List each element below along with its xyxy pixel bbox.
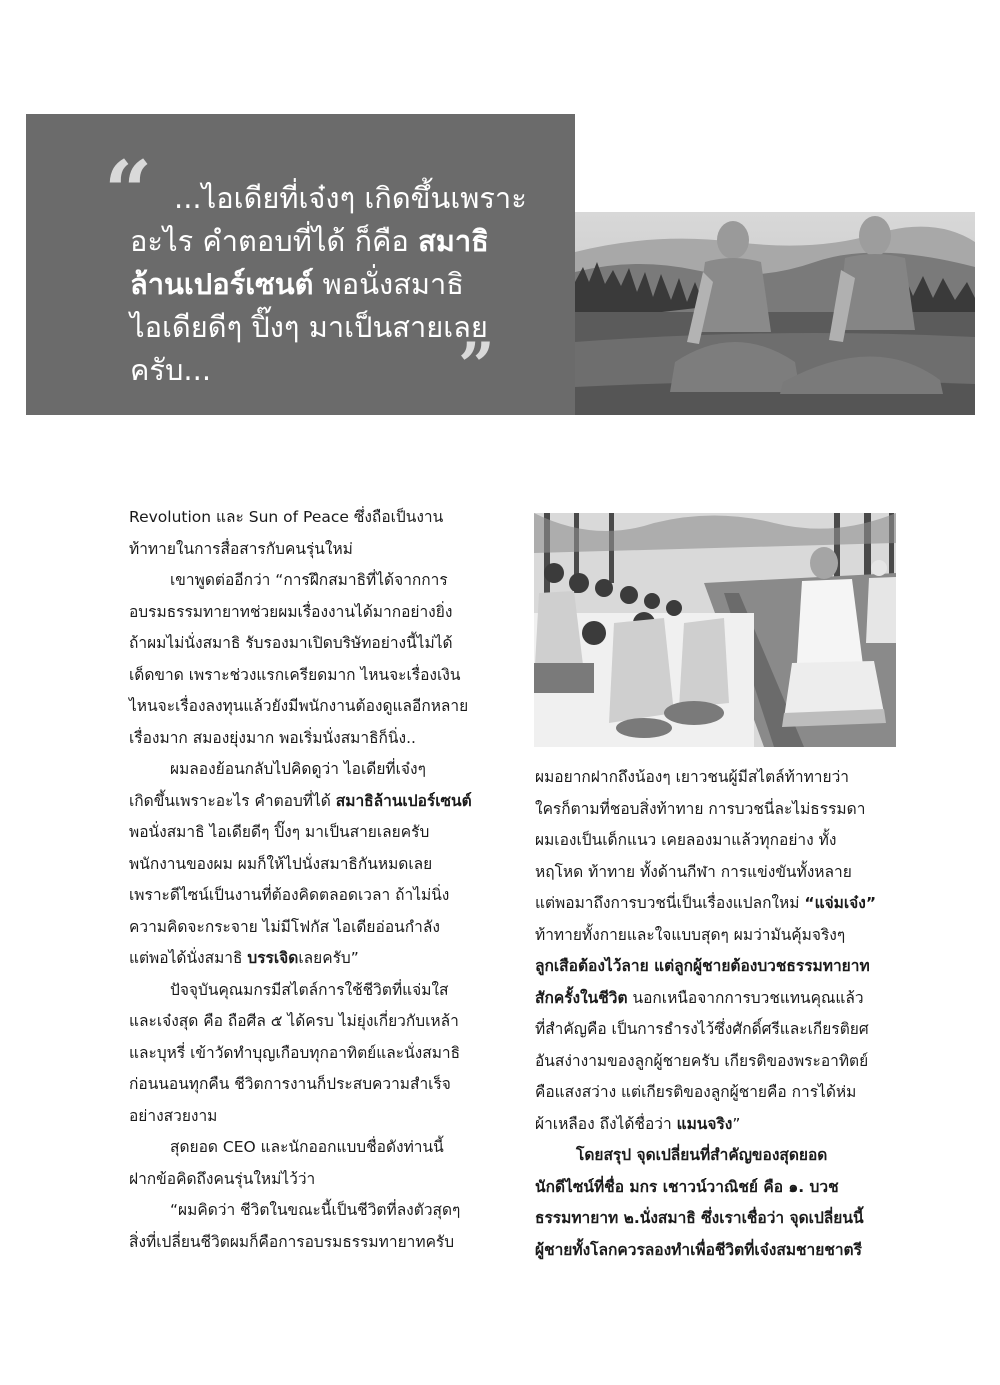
text-line xyxy=(535,857,897,889)
text-line xyxy=(129,628,499,660)
text-run: เกิดขึ้นเพราะอะไร คำตอบที่ได้ xyxy=(129,791,336,810)
text-run: คือแสงสว่าง แต่เกียรติของลูกผู้ชายคือ การได้ห่ม xyxy=(535,1083,857,1101)
text-line xyxy=(535,1235,897,1267)
text-line xyxy=(129,565,499,597)
bold-text: ธรรมทายาท ๒.นั่งสมาธิ ซึ่งเราเชื่อว่า จุดเปลี่ยนนี้ xyxy=(535,1209,864,1227)
text-line xyxy=(535,1046,897,1078)
text-line xyxy=(535,825,897,857)
text-run: และเจ๋งสุด คือ ถือศีล ๕ ได้ครบ ไม่ยุ่งเกี่ยวกับเหล้า xyxy=(129,1012,459,1030)
text-run: เลยครับ” xyxy=(298,949,359,967)
text-run: เขาพูดต่ออีกว่า “การฝึกสมาธิที่ได้จากการ xyxy=(170,571,448,589)
pull-quote-text xyxy=(130,177,527,392)
text-line xyxy=(129,912,499,944)
pull-quote-line: ไอเดียดีๆ ปิ๊งๆ มาเป็นสายเลย xyxy=(130,310,488,344)
photo-monks-meditating-icon xyxy=(575,212,975,415)
text-line xyxy=(129,502,499,534)
right-text-column xyxy=(535,762,897,1266)
text-run: ใครก็ตามที่ชอบสิ่งท้าทาย การบวชนี่ละไม่ธรรมดา xyxy=(535,799,866,818)
text-line xyxy=(129,1038,499,1070)
text-run: แต่พอมาถึงการบวชนี่เป็นเรื่องแปลกใหม่ xyxy=(535,894,805,912)
bold-text: โดยสรุป จุดเปลี่ยนที่สำคัญของสุดยอด xyxy=(576,1146,828,1164)
text-run: ผ้าเหลือง ถึงได้ชื่อว่า xyxy=(535,1114,677,1133)
text-run: สุดยอด CEO และนักออกแบบชื่อดังท่านนี้ xyxy=(170,1138,444,1156)
text-line xyxy=(129,691,499,723)
close-quote-mark: ” xyxy=(458,329,495,404)
text-run: และบุหรี่ เข้าวัดทำบุญเกือบทุกอาทิตย์และนั่งสมาธิ xyxy=(129,1043,461,1062)
text-run: เด็ดขาด เพราะช่วงแรกเครียดมาก ไหนจะเรื่องเงิน xyxy=(129,665,461,684)
text-run: นอกเหนือจากการบวชแทนคุณแล้ว xyxy=(627,988,864,1007)
text-run: ไหนจะเรื่องลงทุนแล้วยังมีพนักงานต้องดูแลอีกหลาย xyxy=(129,697,469,715)
text-line xyxy=(129,786,499,818)
text-line xyxy=(129,1006,499,1038)
text-line xyxy=(535,1140,897,1172)
text-line xyxy=(535,1203,897,1235)
photo-alms-offering-ceremony-icon xyxy=(534,513,896,747)
text-line xyxy=(129,1195,499,1227)
text-run: ” xyxy=(732,1114,741,1133)
bold-text: สมาธิล้านเปอร์เซนต์ xyxy=(335,791,472,810)
text-run: ผมเองเป็นเด็กแนว เคยลองมาแล้วทุกอย่าง ทั้ง xyxy=(535,831,837,849)
bold-text: สักครั้งในชีวิต xyxy=(535,988,628,1007)
text-run: ปัจจุบันคุณมกรมีสไตล์การใช้ชีวิตที่แจ่มใส xyxy=(170,980,449,999)
text-line xyxy=(129,1101,499,1133)
text-line xyxy=(129,880,499,912)
text-run: ที่สำคัญคือ เป็นการธำรงไว้ซึ่งศักดิ์ศรีและเกียรติยศ xyxy=(535,1020,869,1038)
paragraph xyxy=(535,762,897,1140)
text-run: ผมอยากฝากถึงน้องๆ เยาวชนผู้มีสไตล์ท้าทายว่า xyxy=(535,768,849,786)
text-run: ท้าทายทั้งกายและใจแบบสุดๆ ผมว่ามันคุ้มจริงๆ xyxy=(535,925,846,944)
pull-quote-line: ครับ... xyxy=(130,353,212,387)
text-line xyxy=(535,888,897,920)
bold-text: ผู้ชายทั้งโลกควรลองทำเพื่อชีวิตที่เจ๋งสมชายชาตรี xyxy=(535,1240,862,1259)
text-line xyxy=(129,754,499,786)
text-run: ผมลองย้อนกลับไปคิดดูว่า ไอเดียที่เจ๋งๆ xyxy=(170,760,426,778)
pull-quote-line: ...ไอเดียที่เจ๋งๆ เกิดขึ้นเพราะ xyxy=(174,181,527,215)
text-run: เรื่องมาก สมองยุ่งมาก พอเริ่มนั่งสมาธิก็นิ่ง.. xyxy=(129,728,416,747)
text-line xyxy=(535,794,897,826)
paragraph xyxy=(129,1132,499,1195)
text-line xyxy=(129,1227,499,1259)
bold-text: บรรเจิด xyxy=(247,949,299,967)
text-line xyxy=(129,1069,499,1101)
text-line xyxy=(129,534,499,566)
pull-quote-line: ล้านเปอร์เซนต์ พอนั่งสมาธิ xyxy=(130,267,464,301)
text-run: พอนั่งสมาธิ ไอเดียดีๆ ปิ๊งๆ มาเป็นสายเลยครับ xyxy=(129,823,430,841)
text-line xyxy=(535,920,897,952)
bold-text: แมนจริง xyxy=(676,1114,733,1133)
paragraph xyxy=(535,1140,897,1266)
text-line xyxy=(535,983,897,1015)
bold-text: “แจ่มเจ๋ง” xyxy=(804,894,877,912)
paragraph xyxy=(129,502,499,565)
paragraph xyxy=(129,1195,499,1258)
text-run: หฤโหด ท้าทาย ทั้งด้านกีฬา การแข่งขันทั้งหลาย xyxy=(535,862,852,881)
text-run: อบรมธรรมทายาทช่วยผมเรื่องงานได้มากอย่างยิ่ง xyxy=(129,602,453,621)
text-run: ความคิดจะกระจาย ไม่มีโฟกัส ไอเดียอ่อนกำลัง xyxy=(129,917,440,936)
bold-text: ลูกเสือต้องไว้ลาย แต่ลูกผู้ชายต้องบวชธรรมทายาท xyxy=(535,957,870,975)
text-run: ท้าทายในการสื่อสารกับคนรุ่นใหม่ xyxy=(129,539,353,558)
open-quote-mark: “ xyxy=(104,142,153,241)
text-run: แต่พอได้นั่งสมาธิ xyxy=(129,949,248,967)
text-line xyxy=(535,1077,897,1109)
text-line xyxy=(129,817,499,849)
text-run: ก่อนนอนทุกคืน ชีวิตการงานก็ประสบความสำเร็จ xyxy=(129,1075,451,1093)
text-line xyxy=(129,723,499,755)
text-run: “ผมคิดว่า ชีวิตในขณะนี้เป็นชีวิตที่ลงตัวสุดๆ xyxy=(170,1201,461,1219)
text-line xyxy=(535,1109,897,1141)
left-text-column xyxy=(129,502,499,1258)
text-line xyxy=(129,849,499,881)
text-line xyxy=(129,1164,499,1196)
paragraph xyxy=(129,975,499,1133)
paragraph xyxy=(129,754,499,975)
pull-quote-line: อะไร คำตอบที่ได้ ก็คือ สมาธิ xyxy=(130,224,489,258)
text-run: เพราะดีไซน์เป็นงานที่ต้องคิดตลอดเวลา ถ้าไม่นิ่ง xyxy=(129,886,450,904)
text-run: Revolution และ Sun of Peace ซึ่งถือเป็นงาน xyxy=(129,508,444,526)
text-run: ถ้าผมไม่นั่งสมาธิ รับรองมาเปิดบริษัทอย่างนี้ไม่ได้ xyxy=(129,634,453,652)
text-line xyxy=(129,943,499,975)
text-line xyxy=(129,1132,499,1164)
text-line xyxy=(129,597,499,629)
text-line xyxy=(129,975,499,1007)
text-line xyxy=(129,660,499,692)
text-run: อย่างสวยงาม xyxy=(129,1106,218,1125)
text-run: ฝากข้อคิดถึงคนรุ่นใหม่ไว้ว่า xyxy=(129,1169,316,1188)
text-line xyxy=(535,951,897,983)
text-run: อันสง่างามของลูกผู้ชายครับ เกียรติของพระอาทิตย์ xyxy=(535,1051,869,1070)
text-run: สิ่งที่เปลี่ยนชีวิตผมก็คือการอบรมธรรมทายาทครับ xyxy=(129,1232,455,1251)
bold-text: นักดีไซน์ที่ชื่อ มกร เชาวน์วาณิชย์ คือ ๑. บวช xyxy=(535,1177,839,1196)
text-line xyxy=(535,762,897,794)
text-line xyxy=(535,1172,897,1204)
paragraph xyxy=(129,565,499,754)
text-run: พนักงานของผม ผมก็ให้ไปนั่งสมาธิกันหมดเลย xyxy=(129,854,433,873)
text-line xyxy=(535,1014,897,1046)
